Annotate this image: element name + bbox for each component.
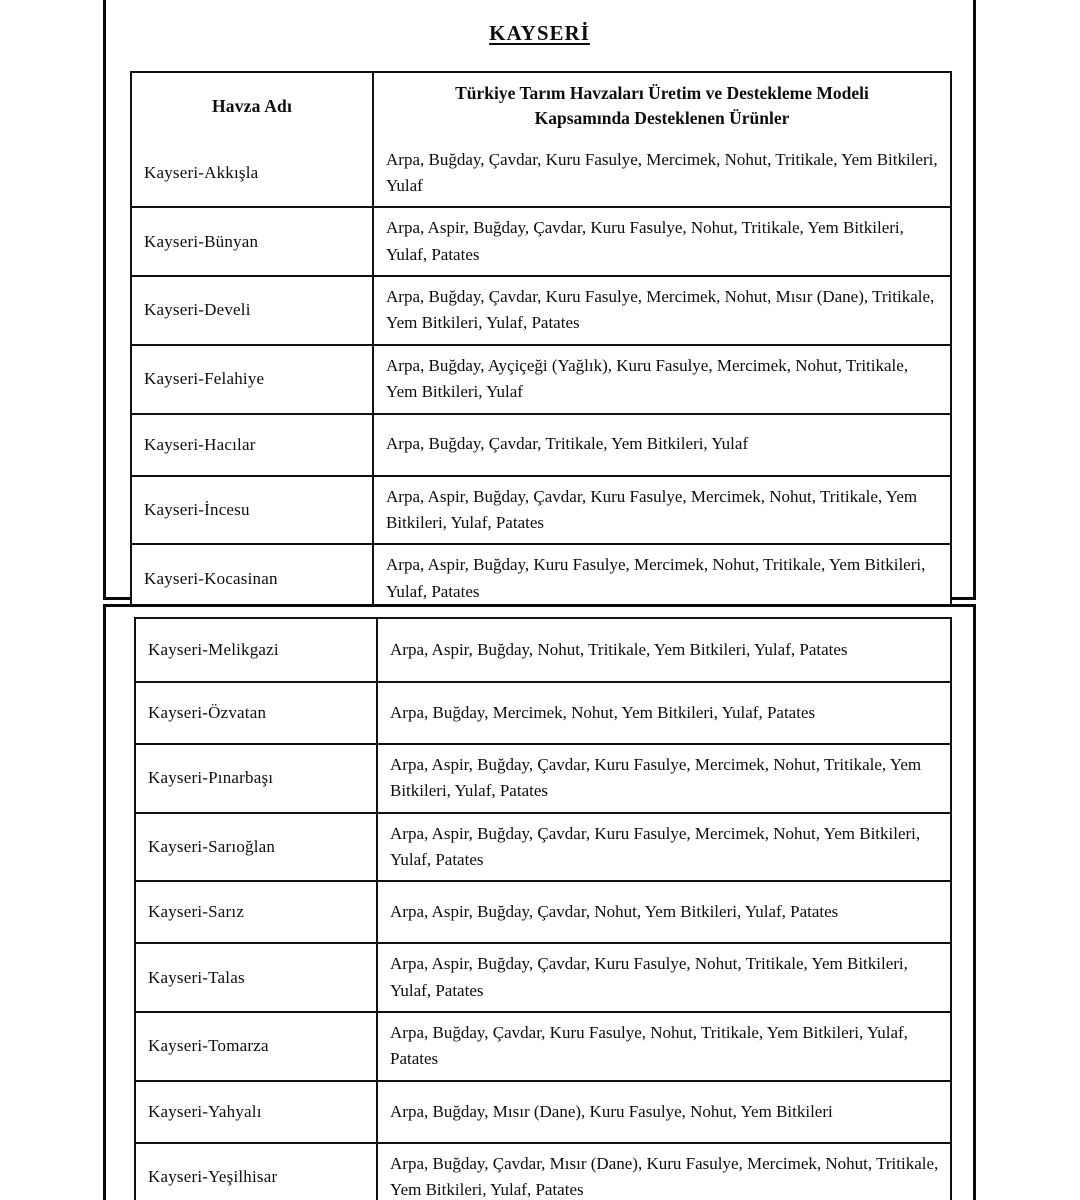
urunler-cell: Arpa, Aspir, Buğday, Çavdar, Kuru Fasulye, Mercimek, Nohut, Tritikale, Yem Bitkileri, Yulaf, Patates — [386, 486, 918, 532]
havza-name-cell: Kayseri-İncesu — [132, 477, 374, 544]
table-row — [132, 413, 950, 475]
header-desteklenen-urunler: Türkiye Tarım Havzaları Üretim ve Destekleme Modeli Kapsamında Desteklenen Ürünler — [455, 83, 869, 129]
table-row — [136, 1011, 950, 1080]
table-row — [132, 475, 950, 544]
havza-name-cell: Kayseri-Hacılar — [132, 415, 374, 475]
urunler-cell: Arpa, Aspir, Buğday, Çavdar, Kuru Fasulye, Nohut, Tritikale, Yem Bitkileri, Yulaf, Patates — [390, 954, 908, 1000]
header-havza-adi: Havza Adı — [132, 73, 374, 140]
urunler-cell: Arpa, Buğday, Çavdar, Kuru Fasulye, Mercimek, Nohut, Mısır (Dane), Tritikale, Yem Bitkileri, Yulaf, Patates — [386, 287, 935, 333]
urunler-cell: Arpa, Aspir, Buğday, Nohut, Tritikale, Yem Bitkileri, Yulaf, Patates — [390, 639, 848, 659]
urunler-cell: Arpa, Buğday, Çavdar, Kuru Fasulye, Mercimek, Nohut, Tritikale, Yem Bitkileri, Yulaf — [386, 149, 938, 196]
havza-name-cell: Kayseri-Tomarza — [136, 1013, 378, 1080]
table-row — [136, 1142, 950, 1200]
urunler-cell: Arpa, Aspir, Buğday, Çavdar, Nohut, Yem Bitkileri, Yulaf, Patates — [390, 902, 839, 922]
page-title: KAYSERİ — [489, 21, 590, 45]
urunler-cell: Arpa, Buğday, Ayçiçeği (Yağlık), Kuru Fasulye, Mercimek, Nohut, Tritikale, Yem Bitkileri, Yulaf — [386, 355, 909, 402]
page-section-2 — [103, 604, 976, 1200]
urunler-cell: Arpa, Aspir, Buğday, Çavdar, Kuru Fasulye, Nohut, Tritikale, Yem Bitkileri, Yulaf, Patates — [386, 218, 904, 264]
havza-name-cell: Kayseri-Kocasinan — [132, 545, 374, 612]
havza-table-1 — [130, 71, 952, 614]
urunler-cell: Arpa, Aspir, Buğday, Çavdar, Kuru Fasulye, Mercimek, Nohut, Yem Bitkileri, Yulaf, Patates — [390, 823, 921, 870]
havza-name-cell: Kayseri-Melikgazi — [136, 619, 378, 681]
havza-name-cell: Kayseri-Develi — [132, 277, 374, 344]
havza-name-cell: Kayseri-Özvatan — [136, 683, 378, 743]
urunler-cell: Arpa, Aspir, Buğday, Çavdar, Kuru Fasulye, Mercimek, Nohut, Tritikale, Yem Bitkileri, Yulaf, Patates — [390, 755, 922, 801]
urunler-cell: Arpa, Buğday, Çavdar, Mısır (Dane), Kuru Fasulye, Mercimek, Nohut, Tritikale, Yem Bitkileri, Yulaf, Patates — [390, 1153, 939, 1200]
table-body-1 — [132, 140, 950, 612]
havza-name-cell: Kayseri-Sarız — [136, 882, 378, 942]
table-row — [136, 812, 950, 881]
table-row — [136, 743, 950, 812]
table-row — [136, 681, 950, 743]
table-row — [132, 543, 950, 612]
table-row — [136, 619, 950, 681]
table-row — [136, 1080, 950, 1142]
table-row — [132, 206, 950, 275]
havza-name-cell: Kayseri-Pınarbaşı — [136, 745, 378, 812]
page-section-1 — [103, 0, 976, 600]
table-row — [132, 140, 950, 207]
havza-table-2 — [134, 617, 952, 1200]
urunler-cell: Arpa, Aspir, Buğday, Kuru Fasulye, Mercimek, Nohut, Tritikale, Yem Bitkileri, Yulaf, Patates — [386, 555, 926, 601]
table-row — [136, 942, 950, 1011]
havza-name-cell: Kayseri-Yeşilhisar — [136, 1144, 378, 1200]
havza-name-cell: Kayseri-Bünyan — [132, 208, 374, 275]
havza-name-cell: Kayseri-Felahiye — [132, 346, 374, 413]
havza-name-cell: Kayseri-Yahyalı — [136, 1082, 378, 1142]
havza-name-cell: Kayseri-Talas — [136, 944, 378, 1011]
urunler-cell: Arpa, Buğday, Çavdar, Tritikale, Yem Bitkileri, Yulaf — [386, 434, 749, 454]
urunler-cell: Arpa, Buğday, Çavdar, Kuru Fasulye, Nohut, Tritikale, Yem Bitkileri, Yulaf, Patates — [390, 1023, 908, 1069]
table-header-row — [132, 73, 950, 140]
table-row — [132, 344, 950, 413]
table-row — [136, 880, 950, 942]
havza-name-cell: Kayseri-Sarıoğlan — [136, 814, 378, 881]
urunler-cell: Arpa, Buğday, Mercimek, Nohut, Yem Bitkileri, Yulaf, Patates — [390, 702, 816, 722]
urunler-cell: Arpa, Buğday, Mısır (Dane), Kuru Fasulye, Nohut, Yem Bitkileri — [390, 1101, 833, 1121]
havza-name-cell: Kayseri-Akkışla — [132, 140, 374, 207]
table-row — [132, 275, 950, 344]
table-body-2 — [136, 619, 950, 1200]
